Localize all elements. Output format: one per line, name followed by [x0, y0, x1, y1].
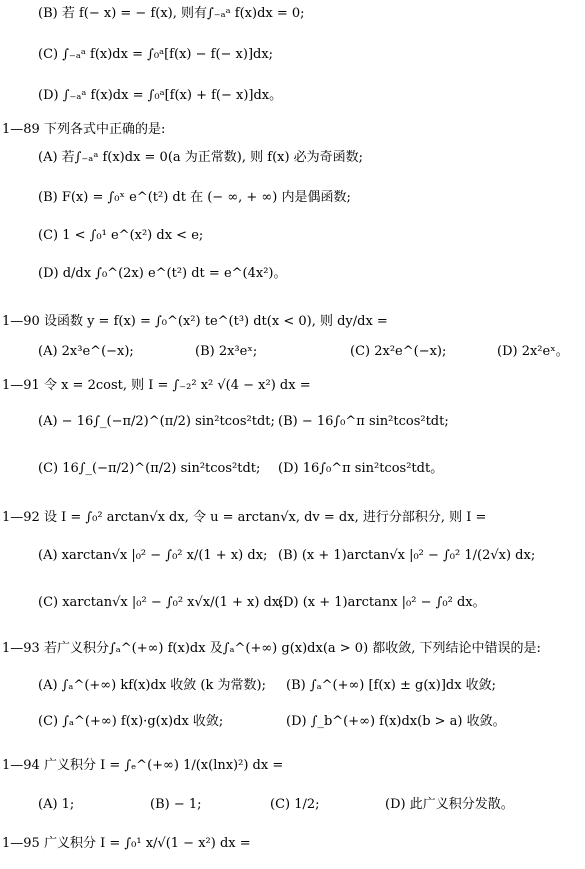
q92-option-d: (D) (x + 1)arctanx |₀² − ∫₀² dx。	[278, 595, 486, 610]
q91-option-b: (B) − 16∫₀^π sin²tcos²tdt;	[278, 414, 449, 429]
q94-option-d: (D) 此广义积分发散。	[385, 797, 514, 812]
q88-option-b: (B) 若 f(− x) = − f(x), 则有∫₋ₐᵃ f(x)dx = 0;	[38, 6, 305, 21]
q94-option-c: (C) 1/2;	[270, 797, 320, 812]
q88-option-c: (C) ∫₋ₐᵃ f(x)dx = ∫₀ᵃ[f(x) − f(− x)]dx;	[38, 47, 274, 62]
q90-option-a: (A) 2x³e^(−x);	[38, 344, 134, 359]
q93-option-b: (B) ∫ₐ^(+∞) [f(x) ± g(x)]dx 收敛;	[286, 678, 497, 693]
q90-option-b: (B) 2x³eˣ;	[195, 344, 258, 359]
q93-stem: 1—93 若广义积分∫ₐ^(+∞) f(x)dx 及∫ₐ^(+∞) g(x)dx(a > 0) 都收敛, 下列结论中错误的是:	[2, 641, 541, 656]
q94-option-b: (B) − 1;	[150, 797, 202, 812]
q90-stem: 1—90 设函数 y = f(x) = ∫₀^(x²) te^(t³) dt(x < 0), 则 dy/dx =	[2, 314, 388, 329]
q89-option-b: (B) F(x) = ∫₀ˣ e^(t²) dt 在 (− ∞, + ∞) 内是偶函数;	[38, 190, 351, 205]
q91-option-c: (C) 16∫_(−π/2)^(π/2) sin²tcos²tdt;	[38, 461, 261, 476]
q89-stem: 1—89 下列各式中正确的是:	[2, 122, 166, 137]
q95-stem: 1—95 广义积分 I = ∫₀¹ x/√(1 − x²) dx =	[2, 836, 251, 851]
q89-option-c: (C) 1 < ∫₀¹ e^(x²) dx < e;	[38, 228, 204, 243]
q88-option-d: (D) ∫₋ₐᵃ f(x)dx = ∫₀ᵃ[f(x) + f(− x)]dx。	[38, 88, 283, 103]
q92-option-a: (A) xarctan√x |₀² − ∫₀² x/(1 + x) dx;	[38, 548, 268, 563]
q90-option-d: (D) 2x²eˣ。	[497, 344, 569, 359]
q90-option-c: (C) 2x²e^(−x);	[350, 344, 447, 359]
q92-stem: 1—92 设 I = ∫₀² arctan√x dx, 令 u = arctan√x, dv = dx, 进行分部积分, 则 I =	[2, 510, 487, 525]
q91-option-a: (A) − 16∫_(−π/2)^(π/2) sin²tcos²tdt;	[38, 414, 275, 429]
q89-option-d: (D) d/dx ∫₀^(2x) e^(t²) dt = e^(4x²)。	[38, 266, 287, 281]
q91-stem: 1—91 令 x = 2cost, 则 I = ∫₋₂² x² √(4 − x²) dx =	[2, 378, 311, 393]
q93-option-c: (C) ∫ₐ^(+∞) f(x)·g(x)dx 收敛;	[38, 714, 224, 729]
q89-option-a: (A) 若∫₋ₐᵃ f(x)dx = 0(a 为正常数), 则 f(x) 必为奇函数;	[38, 150, 364, 165]
q94-stem: 1—94 广义积分 I = ∫ₑ^(+∞) 1/(x(lnx)²) dx =	[2, 758, 284, 773]
q93-option-a: (A) ∫ₐ^(+∞) kf(x)dx 收敛 (k 为常数);	[38, 678, 266, 693]
q92-option-c: (C) xarctan√x |₀² − ∫₀² x√x/(1 + x) dx;	[38, 595, 284, 610]
q94-option-a: (A) 1;	[38, 797, 75, 812]
q93-option-d: (D) ∫_b^(+∞) f(x)dx(b > a) 收敛。	[286, 714, 506, 729]
q92-option-b: (B) (x + 1)arctan√x |₀² − ∫₀² 1/(2√x) dx;	[278, 548, 536, 563]
q91-option-d: (D) 16∫₀^π sin²tcos²tdt。	[278, 461, 444, 476]
